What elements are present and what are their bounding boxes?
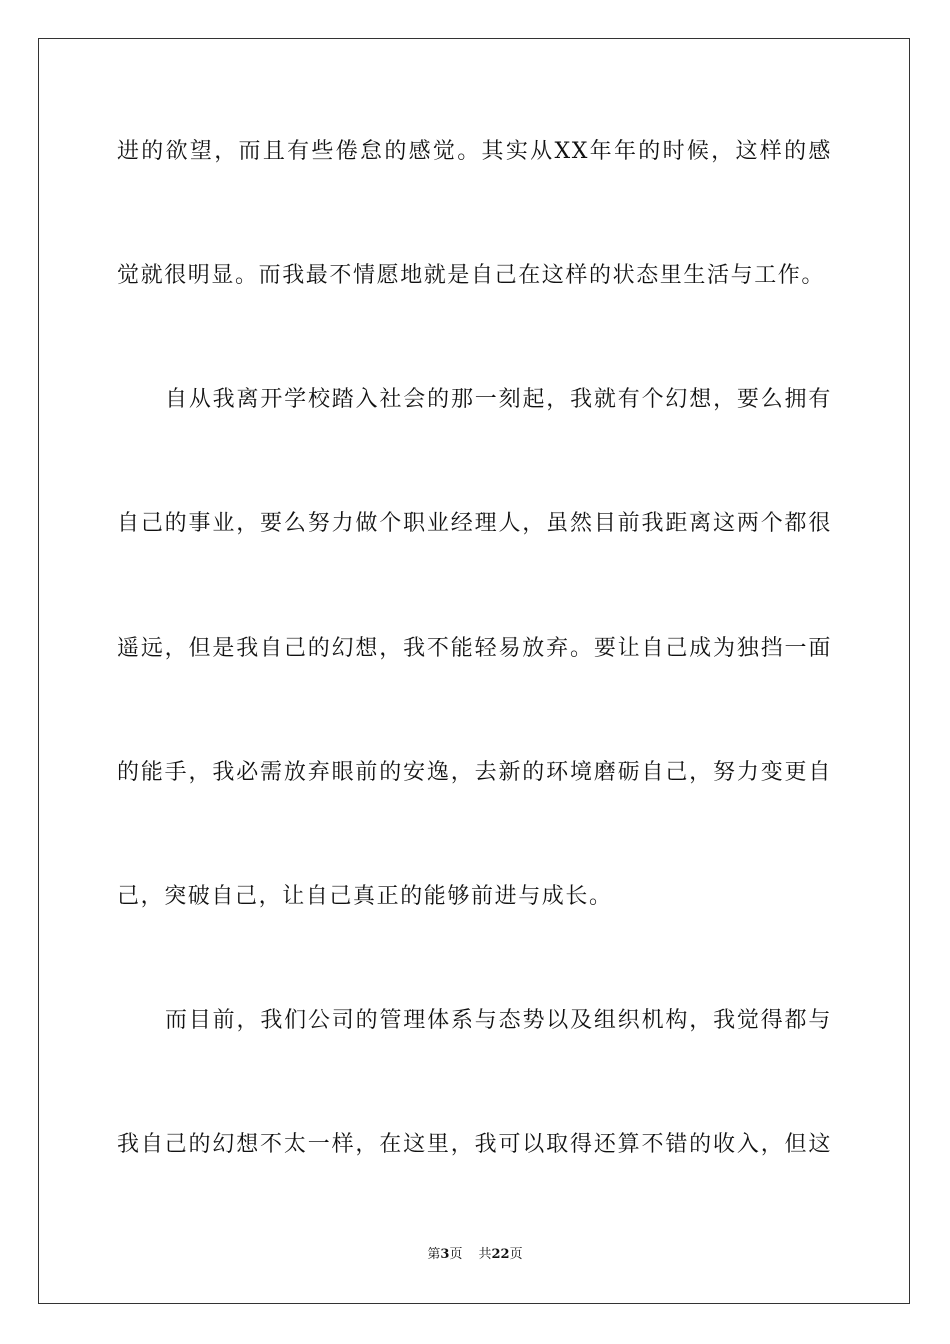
text-line: 进的欲望，而且有些倦怠的感觉。其实从XX年年的时候，这样的感 — [117, 139, 832, 164]
text-line: 的能手，我必需放弃眼前的安逸，去新的环境磨砺自己，努力变更自 — [117, 760, 832, 785]
text-line: 遥远，但是我自己的幻想，我不能轻易放弃。要让自己成为独挡一面 — [117, 636, 832, 661]
page-number: 3 — [440, 1247, 450, 1262]
page-prefix: 第 — [427, 1247, 441, 1262]
text-line: 自己的事业，要么努力做个职业经理人，虽然目前我距离这两个都很 — [117, 511, 832, 536]
page-frame — [38, 38, 910, 1304]
total-pages: 22 — [491, 1247, 510, 1262]
total-prefix: 共 — [478, 1247, 492, 1262]
text-line: 觉就很明显。而我最不情愿地就是自己在这样的状态里生活与工作。 — [117, 263, 826, 288]
page-footer — [0, 1246, 950, 1264]
page-suffix: 页 — [449, 1247, 463, 1262]
text-line: 自从我离开学校踏入社会的那一刻起，我就有个幻想，要么拥有 — [165, 387, 832, 412]
text-line: 我自己的幻想不太一样，在这里，我可以取得还算不错的收入，但这 — [117, 1132, 832, 1157]
text-line: 己，突破自己，让自己真正的能够前进与成长。 — [117, 884, 613, 909]
total-suffix: 页 — [509, 1247, 523, 1262]
text-line: 而目前，我们公司的管理体系与态势以及组织机构，我觉得都与 — [165, 1008, 832, 1033]
